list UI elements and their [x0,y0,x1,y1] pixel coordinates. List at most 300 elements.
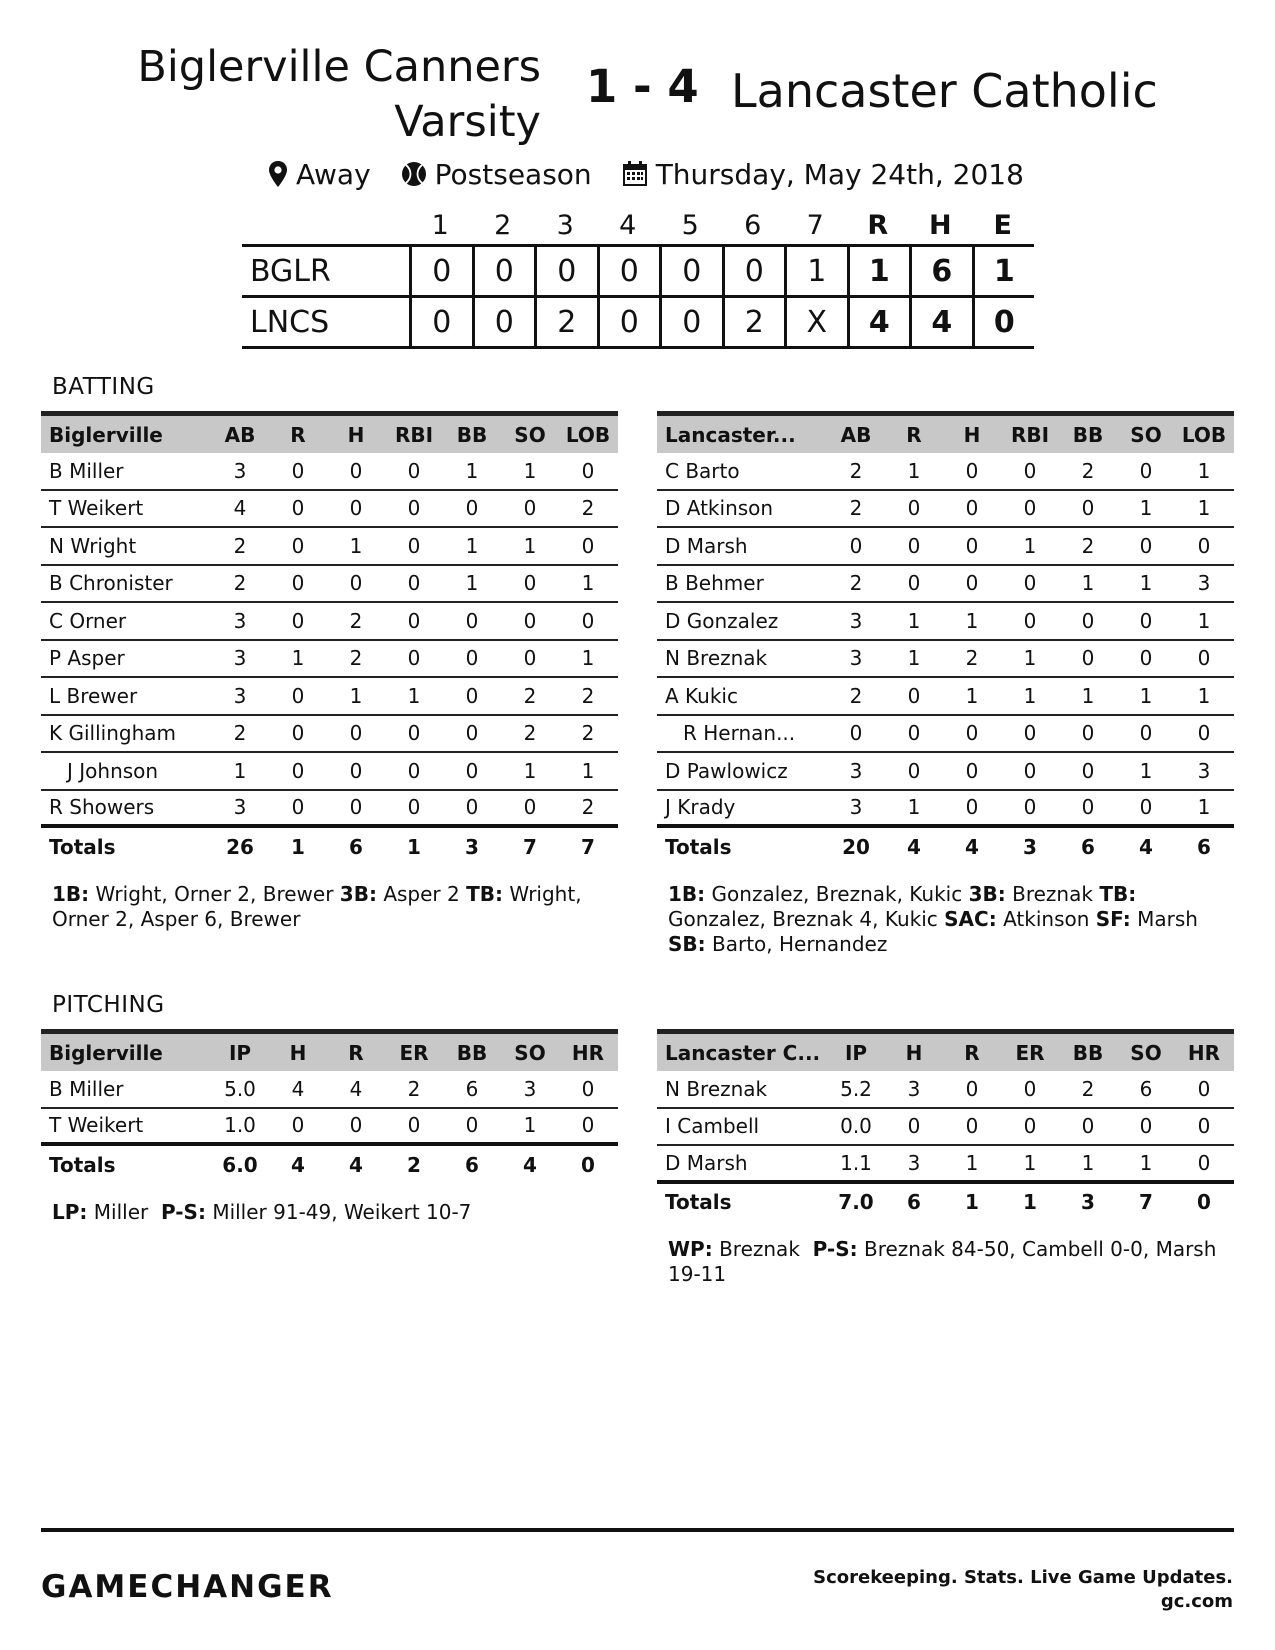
stat-cell: 3 [233,458,247,483]
player-name: L Brewer [49,683,138,708]
note-text: Breznak [1012,882,1093,906]
table-row [657,678,1234,716]
stat-cell: 2 [233,571,247,596]
hits-header: H [928,209,952,241]
linescore-cell: X [784,298,847,346]
column-header: SO [1130,1040,1162,1065]
totals-cell: 1 [291,834,305,859]
player-name: N Breznak [665,646,768,671]
player-name: C Barto [665,458,740,483]
player-name: B Miller [49,1076,124,1101]
stat-cell: 1 [407,683,421,708]
stat-cell: 0 [291,795,305,820]
stat-cell: 2 [581,795,595,820]
final-score: 1 - 4 [586,60,699,113]
stat-cell: 2 [233,721,247,746]
note-label: SAC: [944,907,997,931]
player-name: T Weikert [49,1113,144,1138]
totals-row [657,1184,1234,1221]
totals-label: Totals [49,1152,116,1177]
totals-cell: 26 [226,834,254,859]
player-name: D Pawlowicz [665,758,788,783]
column-header: LOB [565,422,611,447]
table-row [41,1109,618,1147]
linescore-errors: 1 [972,247,1035,295]
stat-cell: 0 [1197,533,1211,558]
stat-cell: 1 [965,1150,979,1175]
stat-cell: 2 [1081,1076,1095,1101]
table-row [41,603,618,641]
note-label: SB: [668,932,706,956]
stat-cell: 2 [849,683,863,708]
column-header: AB [224,422,256,447]
stat-cell: 0 [407,721,421,746]
column-header: BB [456,422,488,447]
totals-cell: 4 [965,834,979,859]
stat-cell: 0 [1197,1114,1211,1139]
home-team-line1: Biglerville Canners [137,42,541,92]
stat-cell: 0 [849,533,863,558]
stat-cell: 2 [849,571,863,596]
stat-cell: 1 [1081,683,1095,708]
table-row [41,678,618,716]
stat-cell: 2 [349,608,363,633]
gamechanger-logo: GAMECHANGER [41,1569,334,1605]
stat-cell: 3 [849,608,863,633]
stat-cell: 1 [907,795,921,820]
inning-1-header: 1 [431,209,449,241]
stat-cell: 0 [965,795,979,820]
stat-cell: 0 [523,646,537,671]
stat-cell: 0 [581,1076,595,1101]
table-row [657,753,1234,791]
stat-cell: 0 [581,608,595,633]
stat-cell: 0 [291,721,305,746]
totals-cell: 6.0 [222,1152,258,1177]
stat-cell: 0 [465,1113,479,1138]
stat-cell: 0 [907,496,921,521]
linescore-cell: 0 [722,247,785,295]
stat-cell: 2 [1081,533,1095,558]
stat-cell: 1 [1139,571,1153,596]
column-header: IP [844,1040,868,1065]
map-pin-icon [268,160,288,188]
note-text: Miller 91-49, Weikert 10-7 [212,1200,472,1224]
stat-cell: 0 [523,496,537,521]
note-text: Barto, Hernandez [712,932,888,956]
stat-cell: 1 [349,533,363,558]
totals-cell: 1 [1023,1190,1037,1214]
note-label: 1B: [52,882,90,906]
table-row [41,716,618,754]
totals-label: Totals [665,1190,732,1214]
stat-cell: 2 [233,533,247,558]
stat-cell: 3 [233,646,247,671]
stat-cell: 0 [1023,458,1037,483]
stat-cell: 3 [849,795,863,820]
date-item [622,158,1024,191]
inning-7-header: 7 [806,209,824,241]
linescore-hits: 4 [909,298,972,346]
stat-cell: 1 [581,571,595,596]
stat-cell: 0 [349,795,363,820]
note-label: 3B: [339,882,377,906]
stat-cell: 0 [349,458,363,483]
stat-cell: 3 [523,1076,537,1101]
stat-cell: 0 [965,496,979,521]
stat-cell: 4 [349,1076,363,1101]
location-label: Away [296,157,371,191]
stat-cell: 3 [1197,571,1211,596]
totals-cell: 4 [907,834,921,859]
stat-cell: 0 [1023,721,1037,746]
linescore-errors: 0 [972,298,1035,346]
stat-cell: 1 [233,758,247,783]
pitching-notes-home [52,1200,612,1225]
stat-cell: 0 [965,1114,979,1139]
note-text: Gonzalez, Breznak, Kukic [711,882,963,906]
stat-cell: 0 [465,646,479,671]
stat-cell: 0 [1139,795,1153,820]
stat-cell: 2 [581,496,595,521]
column-header: H [347,422,365,447]
table-row [41,566,618,604]
linescore-cell: 0 [659,298,722,346]
linescore-cell: 0 [597,247,660,295]
table-row [657,1071,1234,1109]
stat-cell: 0 [465,683,479,708]
batting-table-away [657,411,1234,865]
linescore-cell: 0 [472,298,535,346]
table-row [41,491,618,529]
totals-cell: 6 [907,1190,921,1214]
stat-cell: 3 [907,1076,921,1101]
pitching-table-away [657,1029,1234,1221]
inning-2-header: 2 [494,209,512,241]
column-header: SO [514,422,546,447]
column-header: HR [1187,1040,1221,1065]
stat-cell: 1 [1023,683,1037,708]
player-name: D Gonzalez [665,608,779,633]
stat-cell: 1 [1023,646,1037,671]
table-team-name: Lancaster C... [665,1040,821,1065]
stat-cell: 0 [1139,458,1153,483]
pitching-notes-away [668,1237,1223,1287]
stat-cell: 4 [233,496,247,521]
stat-cell: 1 [965,608,979,633]
stat-cell: 0 [1023,571,1037,596]
linescore-header [242,206,1034,244]
stat-cell: 1 [1197,683,1211,708]
stat-cell: 0 [1139,533,1153,558]
stat-cell: 2 [581,683,595,708]
stat-cell: 1 [907,646,921,671]
note-text: Marsh [1137,907,1198,931]
table-row [657,603,1234,641]
player-name: J Krady [665,795,736,820]
stat-cell: 0 [1081,646,1095,671]
totals-cell: 1 [965,1190,979,1214]
stat-cell: 1 [349,683,363,708]
stat-cell: 2 [523,683,537,708]
player-name: K Gillingham [49,721,176,746]
stat-cell: 1 [1081,1150,1095,1175]
linescore [242,206,1034,349]
stat-cell: 0 [465,608,479,633]
totals-cell: 7 [581,834,595,859]
totals-cell: 2 [407,1152,421,1177]
column-header: ER [399,1040,429,1065]
note-label: LP: [52,1200,88,1224]
stat-cell: 0 [907,571,921,596]
game-type-label: Postseason [434,157,592,191]
totals-cell: 6 [1197,834,1211,859]
stat-cell: 0 [1197,646,1211,671]
stat-cell: 0 [1139,608,1153,633]
player-name: J Johnson [67,758,159,783]
linescore-cell: 2 [722,298,785,346]
totals-cell: 4 [523,1152,537,1177]
stat-cell: 0 [349,758,363,783]
linescore-cell: 0 [409,298,472,346]
stat-cell: 0 [291,608,305,633]
stat-cell: 0 [291,571,305,596]
linescore-row-away [242,298,1034,349]
player-name: I Cambell [665,1114,760,1139]
stat-cell: 3 [849,646,863,671]
stat-cell: 2 [581,721,595,746]
note-text: Atkinson [1003,907,1090,931]
note-text: Miller [93,1200,149,1224]
totals-cell: 0 [1197,1190,1211,1214]
totals-cell: 1 [407,834,421,859]
stat-cell: 0 [1139,1114,1153,1139]
stat-cell: 0 [407,795,421,820]
note-text: Gonzalez, Breznak 4, Kukic [668,907,938,931]
stat-cell: 1 [465,533,479,558]
stat-cell: 0 [407,533,421,558]
table-row [41,453,618,491]
inning-6-header: 6 [744,209,762,241]
player-name: A Kukic [665,683,738,708]
linescore-hits: 6 [909,247,972,295]
stat-cell: 0 [849,721,863,746]
column-header: ER [1015,1040,1045,1065]
table-row [657,1146,1234,1184]
stat-cell: 0 [1023,608,1037,633]
table-row [657,566,1234,604]
stat-cell: 1 [1139,1150,1153,1175]
stat-cell: 1 [1197,496,1211,521]
player-name: R Showers [49,795,155,820]
totals-row [41,828,618,865]
table-row [657,791,1234,829]
column-header: BB [1072,1040,1104,1065]
player-name: D Atkinson [665,496,774,521]
stat-cell: 0 [291,458,305,483]
stat-cell: 1 [907,608,921,633]
stat-cell: 0 [1081,795,1095,820]
stat-cell: 0 [349,496,363,521]
stat-cell: 0 [407,458,421,483]
stat-cell: 2 [849,496,863,521]
stat-cell: 0 [1023,758,1037,783]
baseball-icon [401,161,427,187]
note-label: TB: [1099,882,1137,906]
note-text: Breznak [719,1237,800,1261]
table-row [41,791,618,829]
note-text: Breznak 84-50, Cambell 0-0, Marsh 19-11 [668,1237,1217,1286]
table-header [41,1029,618,1071]
player-name: C Orner [49,608,127,633]
linescore-runs: 1 [847,247,910,295]
location-item [268,158,371,191]
stat-cell: 1 [523,458,537,483]
stat-cell: 0 [965,1076,979,1101]
note-label: P-S: [812,1237,858,1261]
stat-cell: 0 [965,458,979,483]
date-label: Thursday, May 24th, 2018 [655,157,1024,191]
linescore-team: LNCS [250,304,330,340]
player-name: T Weikert [49,496,144,521]
note-text: Wright, Orner 2, Brewer [95,882,334,906]
table-row [657,528,1234,566]
totals-cell: 3 [465,834,479,859]
stat-cell: 1 [1081,571,1095,596]
table-row [41,641,618,679]
totals-cell: 7 [523,834,537,859]
tagline-text: Scorekeeping. Stats. Live Game Updates. [813,1567,1233,1588]
stat-cell: 3 [233,608,247,633]
stat-cell: 1 [291,646,305,671]
player-name: B Chronister [49,571,173,596]
inning-3-header: 3 [556,209,574,241]
totals-cell: 7 [1139,1190,1153,1214]
stat-cell: 0 [1139,721,1153,746]
linescore-team: BGLR [250,253,331,289]
stat-cell: 0 [1081,496,1095,521]
stat-cell: 0 [349,1113,363,1138]
table-row [657,716,1234,754]
player-name: P Asper [49,646,125,671]
stat-cell: 2 [349,646,363,671]
stat-cell: 1 [1197,795,1211,820]
note-text: Asper 2 [383,882,460,906]
stat-cell: 0 [465,758,479,783]
table-team-name: Biglerville [49,422,163,447]
player-name: B Miller [49,458,124,483]
stat-cell: 0 [465,795,479,820]
totals-cell: 4 [349,1152,363,1177]
calendar-icon [622,161,648,187]
stat-cell: 0 [907,533,921,558]
home-team-name [121,40,541,150]
player-name: D Marsh [665,533,748,558]
stat-cell: 1.1 [840,1150,872,1175]
stat-cell: 0 [1081,608,1095,633]
stat-cell: 0 [1197,1076,1211,1101]
stat-cell: 0 [581,1113,595,1138]
stat-cell: 1 [1139,496,1153,521]
stat-cell: 0 [907,721,921,746]
note-label: 3B: [968,882,1006,906]
player-name: N Wright [49,533,137,558]
stat-cell: 0 [465,496,479,521]
stat-cell: 0 [1197,1150,1211,1175]
totals-cell: 6 [1081,834,1095,859]
totals-label: Totals [665,834,732,859]
home-team-line2: Varsity [394,97,541,147]
stat-cell: 1 [1023,533,1037,558]
table-header [657,411,1234,453]
column-header: H [905,1040,923,1065]
stat-cell: 3 [849,758,863,783]
stat-cell: 0 [965,721,979,746]
stat-cell: 0 [291,533,305,558]
column-header: BB [456,1040,488,1065]
linescore-row-home [242,247,1034,298]
stat-cell: 5.0 [224,1076,256,1101]
stat-cell: 0 [291,683,305,708]
stat-cell: 0 [965,758,979,783]
stat-cell: 0 [523,571,537,596]
stat-cell: 0 [523,608,537,633]
stat-cell: 1 [465,458,479,483]
stat-cell: 2 [407,1076,421,1101]
stat-cell: 2 [523,721,537,746]
stat-cell: 0 [1197,721,1211,746]
stat-cell: 3 [1197,758,1211,783]
stat-cell: 0 [349,721,363,746]
stat-cell: 0 [349,571,363,596]
pitching-table-home [41,1029,618,1183]
batting-table-home [41,411,618,865]
inning-4-header: 4 [619,209,637,241]
stat-cell: 0 [407,571,421,596]
linescore-cell: 0 [534,247,597,295]
stat-cell: 2 [1081,458,1095,483]
stat-cell: 0 [1081,1114,1095,1139]
totals-row [41,1146,618,1183]
linescore-cell: 1 [784,247,847,295]
linescore-cell: 0 [472,247,535,295]
table-team-name: Lancaster... [665,422,796,447]
column-header: R [906,422,922,447]
linescore-cell: 2 [534,298,597,346]
table-row [657,491,1234,529]
stat-cell: 1 [523,758,537,783]
stat-cell: 0 [407,496,421,521]
stat-cell: 3 [233,795,247,820]
pitching-section-title: PITCHING [52,992,165,1018]
column-header: H [289,1040,307,1065]
stat-cell: 0 [965,571,979,596]
totals-cell: 4 [291,1152,305,1177]
note-label: P-S: [160,1200,206,1224]
linescore-body [242,244,1034,349]
errors-header: E [993,209,1012,241]
batting-section-title: BATTING [52,374,155,400]
stat-cell: 2 [965,646,979,671]
stat-cell: 0 [291,496,305,521]
table-row [657,453,1234,491]
linescore-cell: 0 [597,298,660,346]
game-type-item [401,158,592,191]
column-header: SO [514,1040,546,1065]
table-row [41,753,618,791]
stat-cell: 6 [1139,1076,1153,1101]
totals-cell: 6 [465,1152,479,1177]
